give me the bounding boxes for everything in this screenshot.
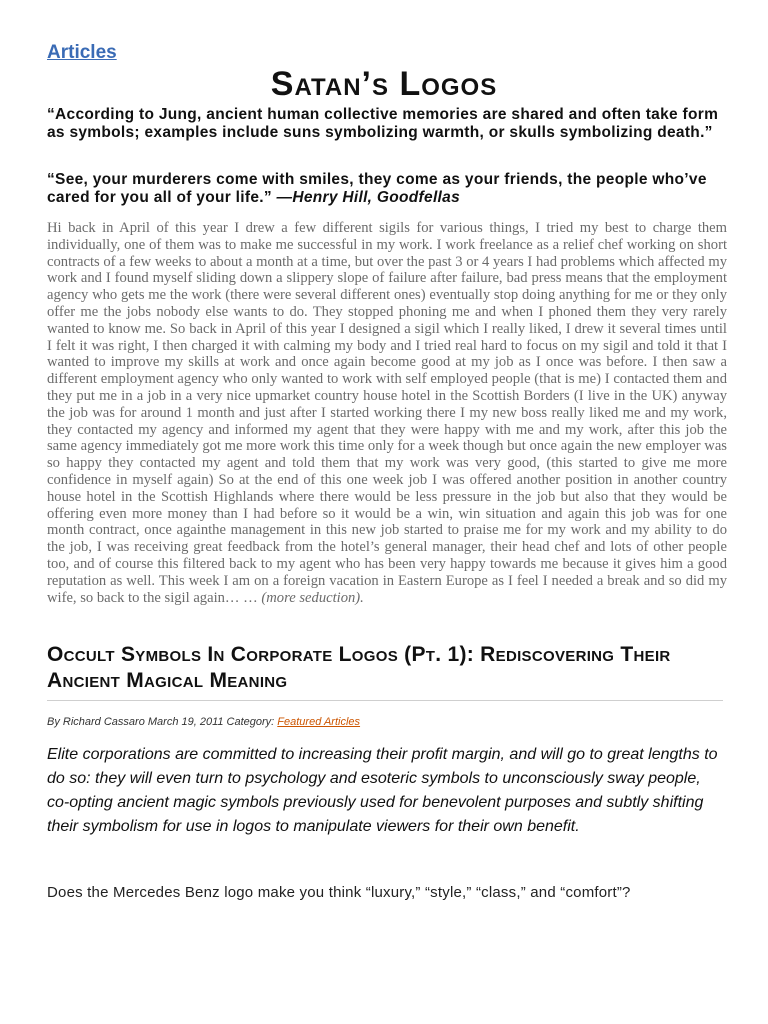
- title-divider: [47, 700, 723, 701]
- body-text: Hi back in April of this year I drew a few different sigils for various things, I tried my best to charge them individually, one of them was to make me successful in my work. I work freelance as a relief chef working on short contracts of a few weeks to about a month at a time, but over the past 3 or 4 years I had problems which affected my work and I found myself sliding down a slippery slope of failure after failure, bad press means that the employment agency who gets me the work (there were several different ones) eventually stop doing anything for me or they only offer me the jobs nobody else wants to do. They stopped phoning me and when I phoned them they very rarely wanted to know me. So back in April of this year I designed a sigil which I really liked, I drew it several times until I felt it was right, I then charged it with calming my body and I tried real hard to focus on my sigil and told it that I wanted to improve my skills at work and once again become good at my job as I once was before. I then saw a different employment agency who only wanted to work with self employed people (that is me) I contacted them and they put me in a job in a very nice upmarket country house hotel in the Scottish Borders (I live in the UK) anyway the job was for around 1 month and just after I started working there I my new boss really liked me and my work, they contacted my agency and informed my agent that they were happy with me and my work, after this job the same agency immediately got me more work this time only for a week though but once again the new employer was so happy they contacted my agent and told them that my work was very good, (this started to give me more confidence in myself again) So at the end of this one week job I was offered another position in another country house hotel in the Scottish Highlands where there would be less pressure in the job but also that they would be offering even more money than I had before so it would be a win, win situation and again this job was for one month contract, once againthe management in this new job started to praise me for my work and my ability to do the job, I was receiving great feedback from the hotel’s general manager, their head chef and lots of other people too, and of course this filtered back to my agent who has been very happy towards me because it gives him a good reputation as well. This week I am on a foreign vacation in Eastern Europe as I feel I needed a break and so did my wife, so back to the sigil again: [47, 220, 727, 606]
- jung-quote: “According to Jung, ancient human collective memories are shared and often take form as symbols; examples include suns symbolizing warmth, or skulls symbolizing death.”: [47, 106, 719, 141]
- more-link[interactable]: (more seduction).: [261, 589, 364, 606]
- goodfellas-quote: [47, 171, 737, 207]
- byline-text: By Richard Cassaro March 19, 2011 Category:: [47, 716, 278, 728]
- category-link[interactable]: Featured Articles: [277, 716, 361, 728]
- articles-link[interactable]: Articles: [47, 42, 117, 63]
- goodfellas-quote-text: “See, your murderers come with smiles, they come as your friends, the people who’ve cared for you all of your life.”: [47, 171, 707, 206]
- quote-attribution: —Henry Hill, Goodfellas: [276, 189, 460, 206]
- article-lead: Elite corporations are committed to increasing their profit margin, and will go to great lengths to do so: they will even turn to psychology and esoteric symbols to unconsciously sway people, co-opting ancient magic symbols previously used for benevolent purposes and subtly shifting their symbolism for use in logos to manipulate viewers for their own benefit.: [47, 746, 718, 835]
- article-byline: [47, 716, 360, 728]
- body-ellipsis: … …: [224, 589, 262, 606]
- body-paragraph: [47, 220, 727, 606]
- article-closing: Does the Mercedes Benz logo make you think “luxury,” “style,” “class,” and “comfort”?: [47, 884, 631, 901]
- page-title: Satan’s Logos: [270, 65, 498, 103]
- article-title: Occult Symbols In Corporate Logos (Pt. 1): Rediscovering Their Ancient Magical Meaning: [47, 643, 671, 692]
